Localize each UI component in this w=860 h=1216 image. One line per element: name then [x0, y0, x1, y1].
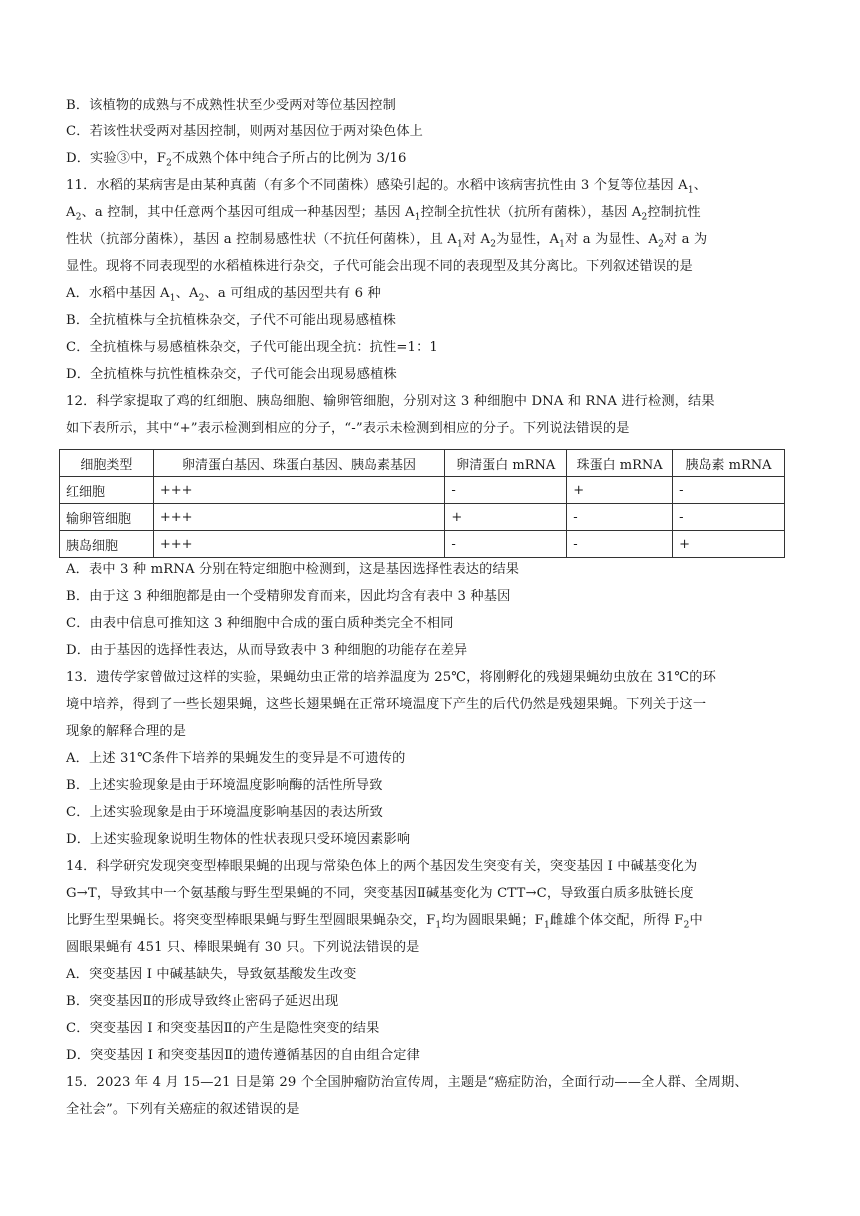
subscript: 1	[169, 293, 176, 304]
text: 对 a 为	[663, 232, 708, 247]
q14-option-c: C．突变基因 I 和突变基因Ⅱ的产生是隐性突变的结果	[66, 1021, 380, 1036]
text: 、A	[175, 286, 199, 301]
q13-stem-line-2: 境中培养，得到了一些长翅果蝇，这些长翅果蝇在正常环境温度下产生的后代仍然是残翅果蝇。下列关于这一	[66, 697, 707, 712]
column-header: 卵清蛋白 mRNA	[445, 450, 567, 477]
q13-stem-line-1: 13．遗传学家曾做过这样的实验，果蝇幼虫正常的培养温度为 25℃，将刚孵化的残翅果蝇幼虫放在 31℃的环	[66, 670, 716, 685]
column-header: 卵清蛋白基因、珠蛋白基因、胰岛素基因	[153, 450, 445, 477]
table-cell: 红细胞	[60, 477, 154, 504]
text: 控制全抗性状（抗所有菌株），基因 A	[420, 205, 642, 220]
text: 雌雄个体交配，所得 F	[549, 913, 684, 928]
table-cell: -	[445, 477, 567, 504]
subscript: 1	[687, 185, 694, 196]
q13-option-b: B．上述实验现象是由于环境温度影响酶的活性所导致	[66, 778, 383, 793]
q11-stem-line-3	[66, 230, 796, 250]
subscript: 1	[559, 239, 566, 250]
table-cell: +	[445, 504, 567, 531]
text: 不成熟个体中纯合子所占的比例为 3/16	[171, 151, 407, 166]
subscript: 2	[658, 239, 664, 250]
table-cell: -	[673, 504, 785, 531]
text: 均为圆眼果蝇；F	[441, 913, 544, 928]
table-header-row	[60, 450, 785, 477]
q13-option-d: D．上述实验现象说明生物体的性状表现只受环境因素影响	[66, 832, 411, 847]
detection-table	[59, 449, 785, 558]
text: 对 A	[462, 232, 491, 247]
text: 、a 控制，其中任意两个基因可组成一种基因型；基因 A	[81, 205, 415, 220]
q11-option-d: D．全抗植株与抗性植株杂交，子代可能会出现易感植株	[66, 367, 397, 382]
table-cell: -	[445, 531, 567, 558]
q15-stem-line-1: 15．2023 年 4 月 15—21 日是第 29 个全国肿瘤防治宣传周，主题是“癌症防治，全面行动——全人群、全周期、	[66, 1075, 748, 1090]
q11-option-a	[66, 284, 796, 304]
text: 、	[693, 178, 708, 193]
q11-option-b: B．全抗植株与全抗植株杂交，子代不可能出现易感植株	[66, 313, 396, 328]
subscript: 1	[543, 920, 550, 931]
q13-option-a: A．上述 31℃条件下培养的果蝇发生的变异是不可遗传的	[66, 751, 406, 766]
subscript: 2	[683, 920, 690, 931]
column-header: 细胞类型	[60, 450, 154, 477]
q13-option-c: C．上述实验现象是由于环境温度影响基因的表达所致	[66, 805, 384, 820]
text: 性状（抗部分菌株），基因 a 控制易感性状（不抗任何菌株），且 A	[66, 232, 457, 247]
column-header: 胰岛素 mRNA	[673, 450, 785, 477]
q12-option-d: D．由于基因的选择性表达，从而导致表中 3 种细胞的功能存在差异	[66, 643, 468, 658]
table-cell: +++	[153, 477, 445, 504]
q14-option-d: D．突变基因 I 和突变基因Ⅱ的遗传遵循基因的自由组合定律	[66, 1048, 420, 1063]
table-row	[60, 531, 785, 558]
table-row	[60, 477, 785, 504]
q13-stem-line-3: 现象的解释合理的是	[66, 724, 187, 739]
text: 控制抗性	[647, 205, 701, 220]
table-cell: -	[673, 477, 785, 504]
column-header: 珠蛋白 mRNA	[567, 450, 673, 477]
subscript: 2	[198, 293, 205, 304]
text: 、a 可组成的基因型共有 6 种	[204, 286, 381, 301]
q14-stem-line-4: 圆眼果蝇有 451 只、棒眼果蝇有 30 只。下列说法错误的是	[66, 940, 420, 955]
q14-stem-line-3	[66, 911, 796, 931]
text: A．水稻中基因 A	[66, 286, 170, 301]
q10-option-b: B．该植物的成熟与不成熟性状至少受两对等位基因控制	[66, 98, 396, 113]
q11-option-c: C．全抗植株与易感植株杂交，子代可能出现全抗：抗性=1：1	[66, 340, 438, 355]
table-cell: -	[567, 504, 673, 531]
q14-option-a: A．突变基因 I 中碱基缺失，导致氨基酸发生改变	[66, 967, 357, 982]
table-cell: +	[673, 531, 785, 558]
subscript: 2	[490, 239, 497, 250]
q11-stem-line-4: 显性。现将不同表现型的水稻植株进行杂交，子代可能会出现不同的表现型及其分离比。下列叙述错误的是	[66, 259, 693, 274]
table-cell: 输卵管细胞	[60, 504, 154, 531]
subscript: 1	[435, 920, 442, 931]
table-cell: 胰岛细胞	[60, 531, 154, 558]
q14-option-b: B．突变基因Ⅱ的形成导致终止密码子延迟出现	[66, 994, 339, 1009]
q14-stem-line-1: 14．科学研究发现突变型棒眼果蝇的出现与常染色体上的两个基因发生突变有关，突变基因 I 中碱基变化为	[66, 859, 698, 874]
q11-stem-line-1	[66, 176, 796, 196]
q14-stem-line-2: G→T，导致其中一个氨基酸与野生型果蝇的不同，突变基因Ⅱ碱基变化为 CTT→C，导致蛋白质多肽链长度	[66, 886, 694, 901]
table-row	[60, 504, 785, 531]
q12-stem-line-1: 12．科学家提取了鸡的红细胞、胰岛细胞、输卵管细胞，分别对这 3 种细胞中 DNA 和 RNA 进行检测，结果	[66, 394, 715, 409]
table-cell: -	[567, 531, 673, 558]
subscript: 1	[414, 212, 421, 223]
subscript: 2	[641, 212, 648, 223]
text: 中	[689, 913, 703, 928]
subscript: 2	[75, 212, 82, 223]
text: D．实验③中，F	[66, 151, 167, 166]
q10-option-c: C．若该性状受两对基因控制，则两对基因位于两对染色体上	[66, 124, 424, 139]
text: 11．水稻的某病害是由某种真菌（有多个不同菌株）感染引起的。水稻中该病害抗性由 3 个复等位基因 A	[66, 178, 688, 193]
q12-stem-line-2: 如下表所示，其中“+”表示检测到相应的分子，“-”表示未检测到相应的分子。下列说法错误的是	[66, 421, 630, 436]
table-cell: +++	[153, 504, 445, 531]
q11-stem-line-2	[66, 203, 796, 223]
table-cell: +++	[153, 531, 445, 558]
q12-option-b: B．由于这 3 种细胞都是由一个受精卵发育而来，因此均含有表中 3 种基因	[66, 589, 511, 604]
table-cell: +	[567, 477, 673, 504]
text: A	[66, 205, 76, 220]
q15-stem-line-2: 全社会”。下列有关癌症的叙述错误的是	[66, 1102, 300, 1117]
subscript: 2	[166, 158, 172, 169]
text: 比野生型果蝇长。将突变型棒眼果蝇与野生型圆眼果蝇杂交，F	[66, 913, 436, 928]
q12-option-a: A．表中 3 种 mRNA 分别在特定细胞中检测到，这是基因选择性表达的结果	[66, 562, 520, 577]
subscript: 1	[456, 239, 463, 250]
q12-option-c: C．由表中信息可推知这 3 种细胞中合成的蛋白质种类完全不相同	[66, 616, 454, 631]
text: 为显性，A	[496, 232, 560, 247]
q10-option-d	[66, 149, 796, 169]
text: 对 a 为显性、A	[565, 232, 659, 247]
